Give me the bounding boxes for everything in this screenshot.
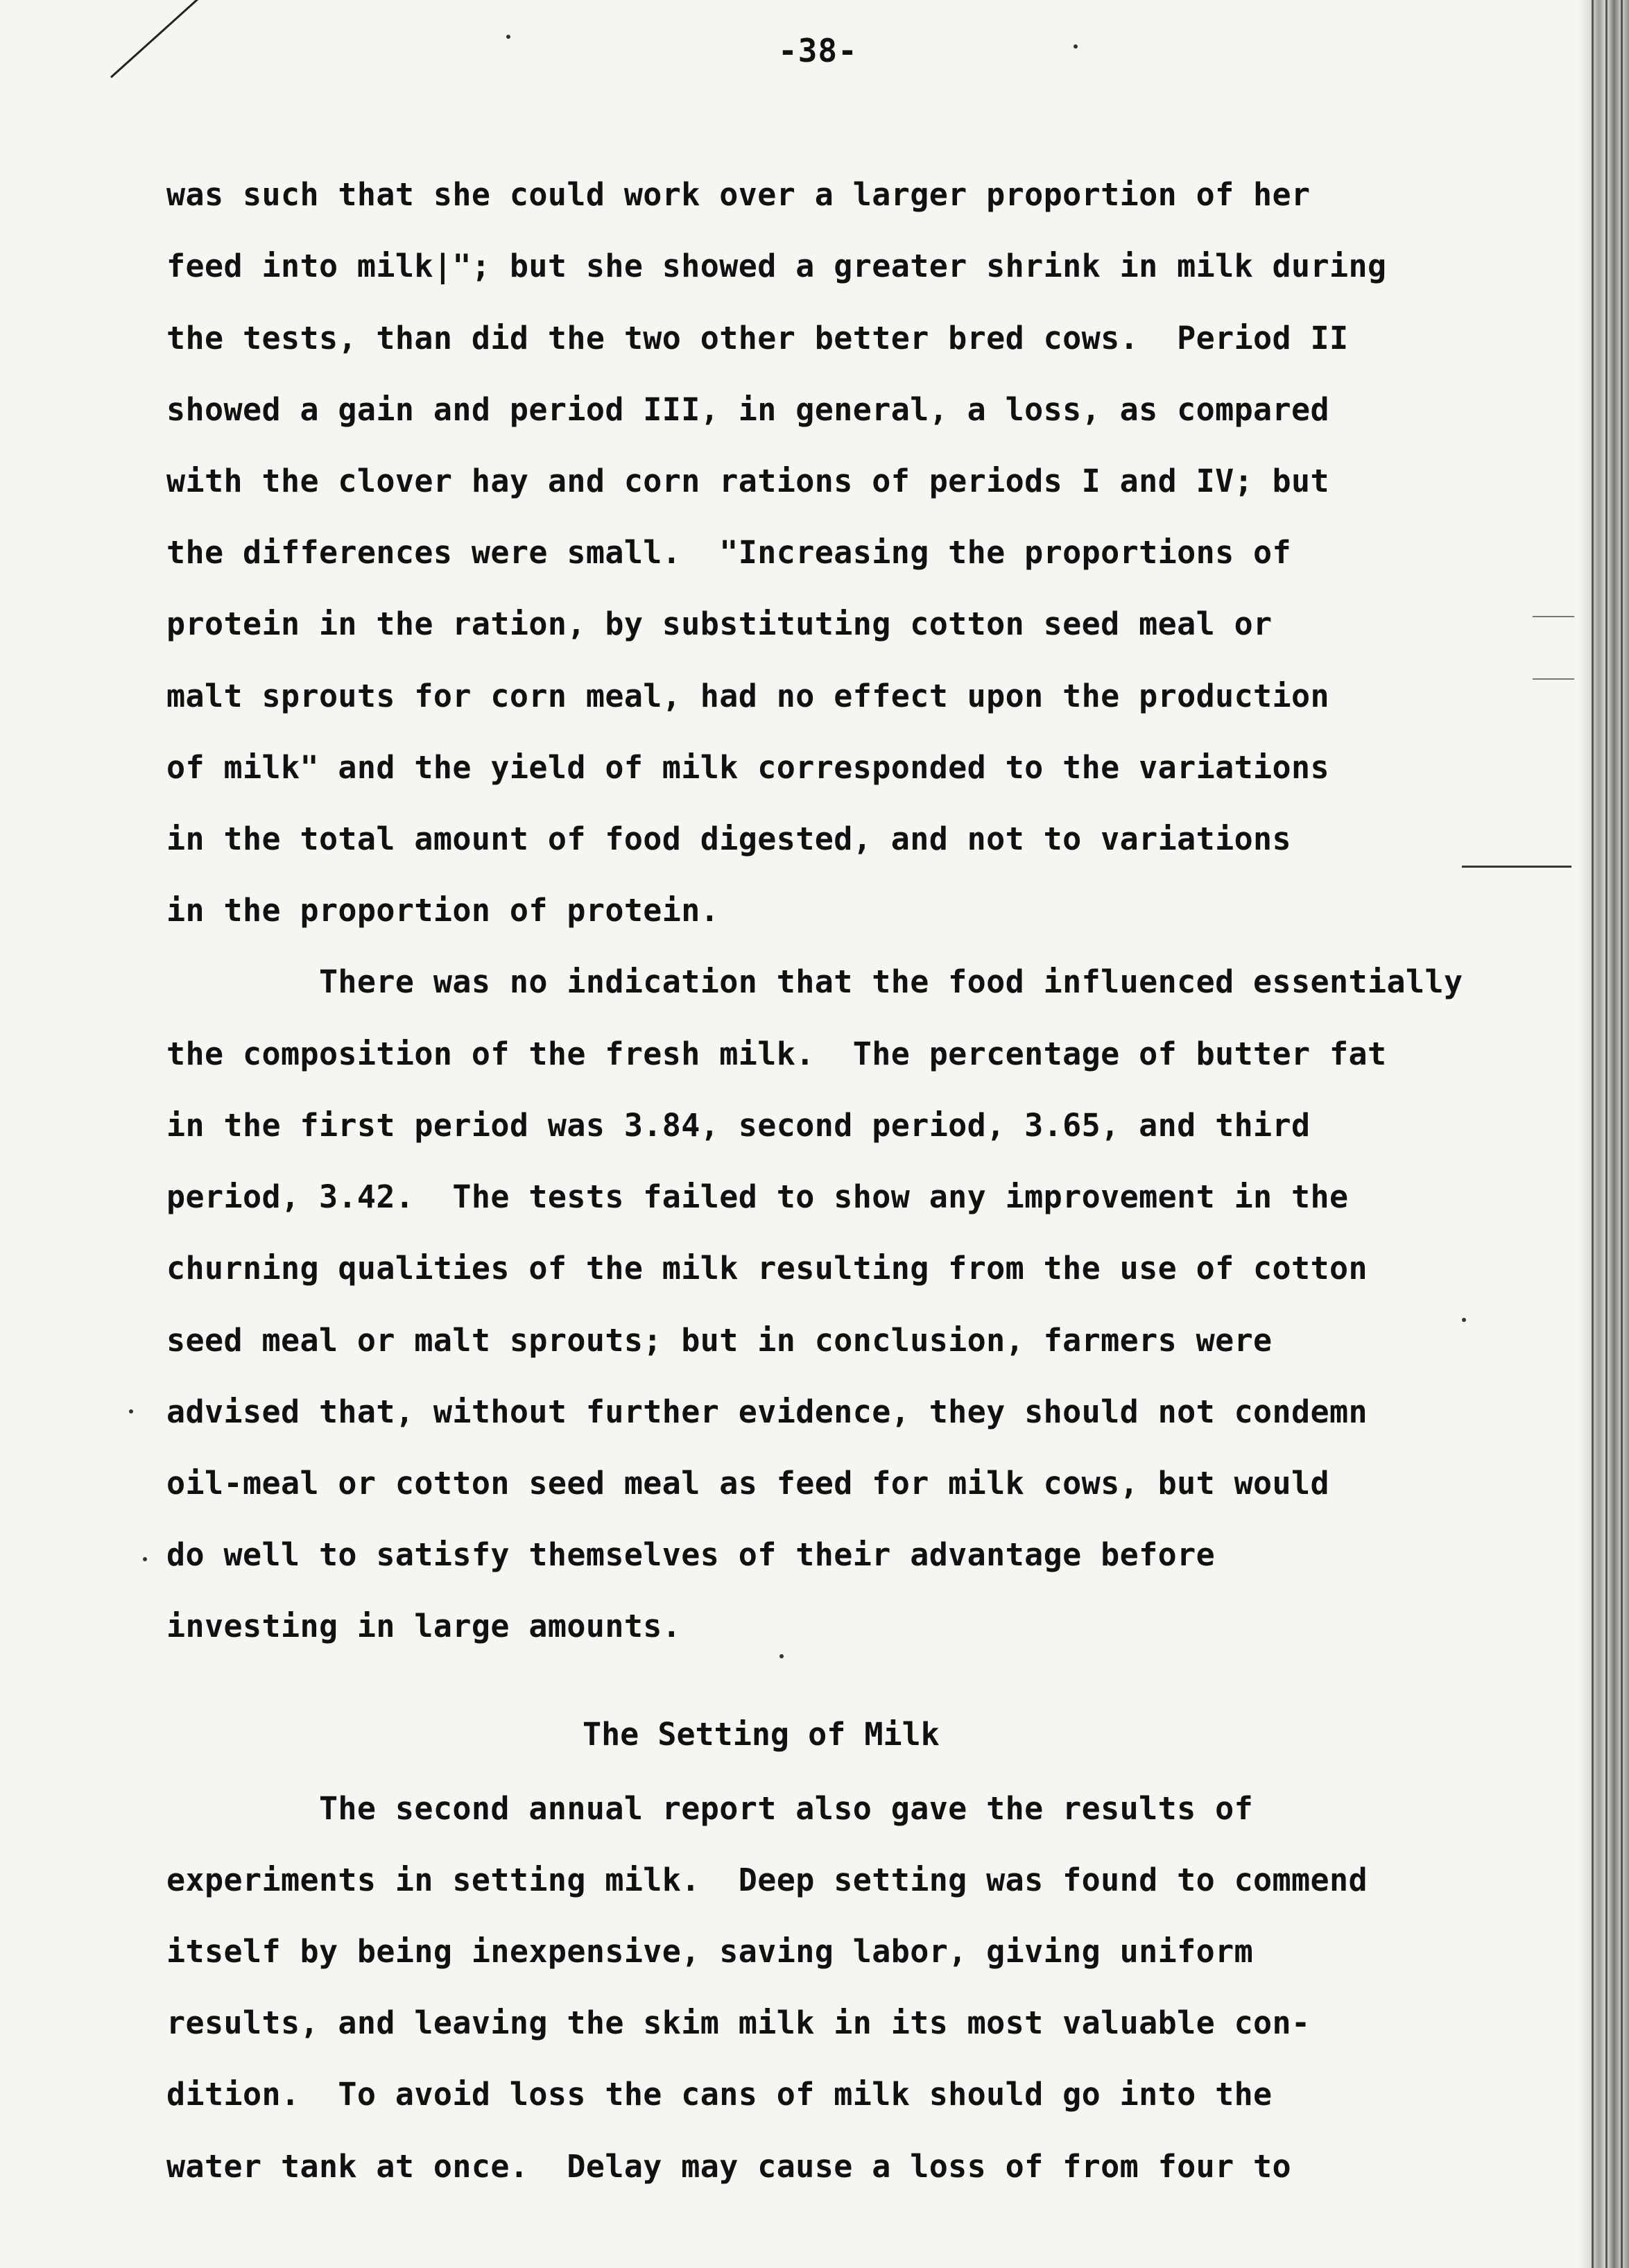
text-line: do well to satisfy themselves of their advantage before — [166, 1536, 1216, 1573]
pencil-tick-mark — [110, 0, 199, 78]
scan-speck — [1074, 44, 1078, 49]
text-line: malt sprouts for corn meal, had no effect upon the production — [166, 678, 1330, 714]
text-line: the differences were small. "Increasing the proportions of — [166, 534, 1292, 571]
text-line: itself by being inexpensive, saving labor, giving uniform — [166, 1933, 1254, 1970]
margin-mark — [1462, 866, 1571, 868]
text-line: results, and leaving the skim milk in its most valuable con- — [166, 2004, 1311, 2041]
margin-mark — [1533, 678, 1574, 680]
text-line: showed a gain and period III, in general, a loss, as compared — [166, 391, 1330, 428]
text-line: feed into milk|"; but she showed a greater shrink in milk during — [166, 248, 1387, 284]
text-line: dition. To avoid loss the cans of milk should go into the — [166, 2076, 1273, 2113]
binding-line — [1592, 0, 1594, 2268]
text-line: advised that, without further evidence, they should not condemn — [166, 1393, 1368, 1430]
text-line: of milk" and the yield of milk corresponded to the variations — [166, 749, 1330, 786]
text-line: protein in the ration, by substituting cotton seed meal or — [166, 605, 1273, 642]
scan-speck — [779, 1654, 784, 1658]
text-line: was such that she could work over a larger proportion of her — [166, 176, 1311, 213]
text-line: experiments in setting milk. Deep setting was found to commend — [166, 1862, 1368, 1898]
text-line: oil-meal or cotton seed meal as feed for milk cows, but would — [166, 1465, 1330, 1502]
text-line: churning qualities of the milk resulting from the use of cotton — [166, 1250, 1368, 1287]
scan-speck — [506, 35, 510, 39]
scan-speck — [143, 1557, 147, 1561]
text-line: in the total amount of food digested, and not to variations — [166, 821, 1292, 857]
text-line: the tests, than did the two other better bred cows. Period II — [166, 320, 1349, 356]
text-line: There was no indication that the food influenced essentially — [166, 963, 1463, 1000]
text-line: in the first period was 3.84, second period, 3.65, and third — [166, 1107, 1311, 1144]
margin-mark — [1533, 616, 1574, 617]
page-number: -38- — [778, 32, 858, 69]
binding-line — [1621, 0, 1623, 2268]
binding-line — [1605, 0, 1608, 2268]
text-line: the composition of the fresh milk. The percentage of butter fat — [166, 1036, 1387, 1072]
text-line: seed meal or malt sprouts; but in conclusion, farmers were — [166, 1322, 1273, 1359]
text-line: in the proportion of protein. — [166, 892, 720, 929]
section-heading: The Setting of Milk — [583, 1716, 940, 1753]
text-line: period, 3.42. The tests failed to show any improvement in the — [166, 1178, 1349, 1215]
scan-speck — [1462, 1318, 1466, 1322]
book-binding-edge — [1579, 0, 1629, 2268]
text-line: with the clover hay and corn rations of periods I and IV; but — [166, 463, 1330, 499]
text-line: investing in large amounts. — [166, 1608, 682, 1644]
text-line: The second annual report also gave the results of — [166, 1790, 1254, 1827]
scan-speck — [129, 1409, 133, 1414]
text-line: water tank at once. Delay may cause a loss of from four to — [166, 2148, 1292, 2185]
